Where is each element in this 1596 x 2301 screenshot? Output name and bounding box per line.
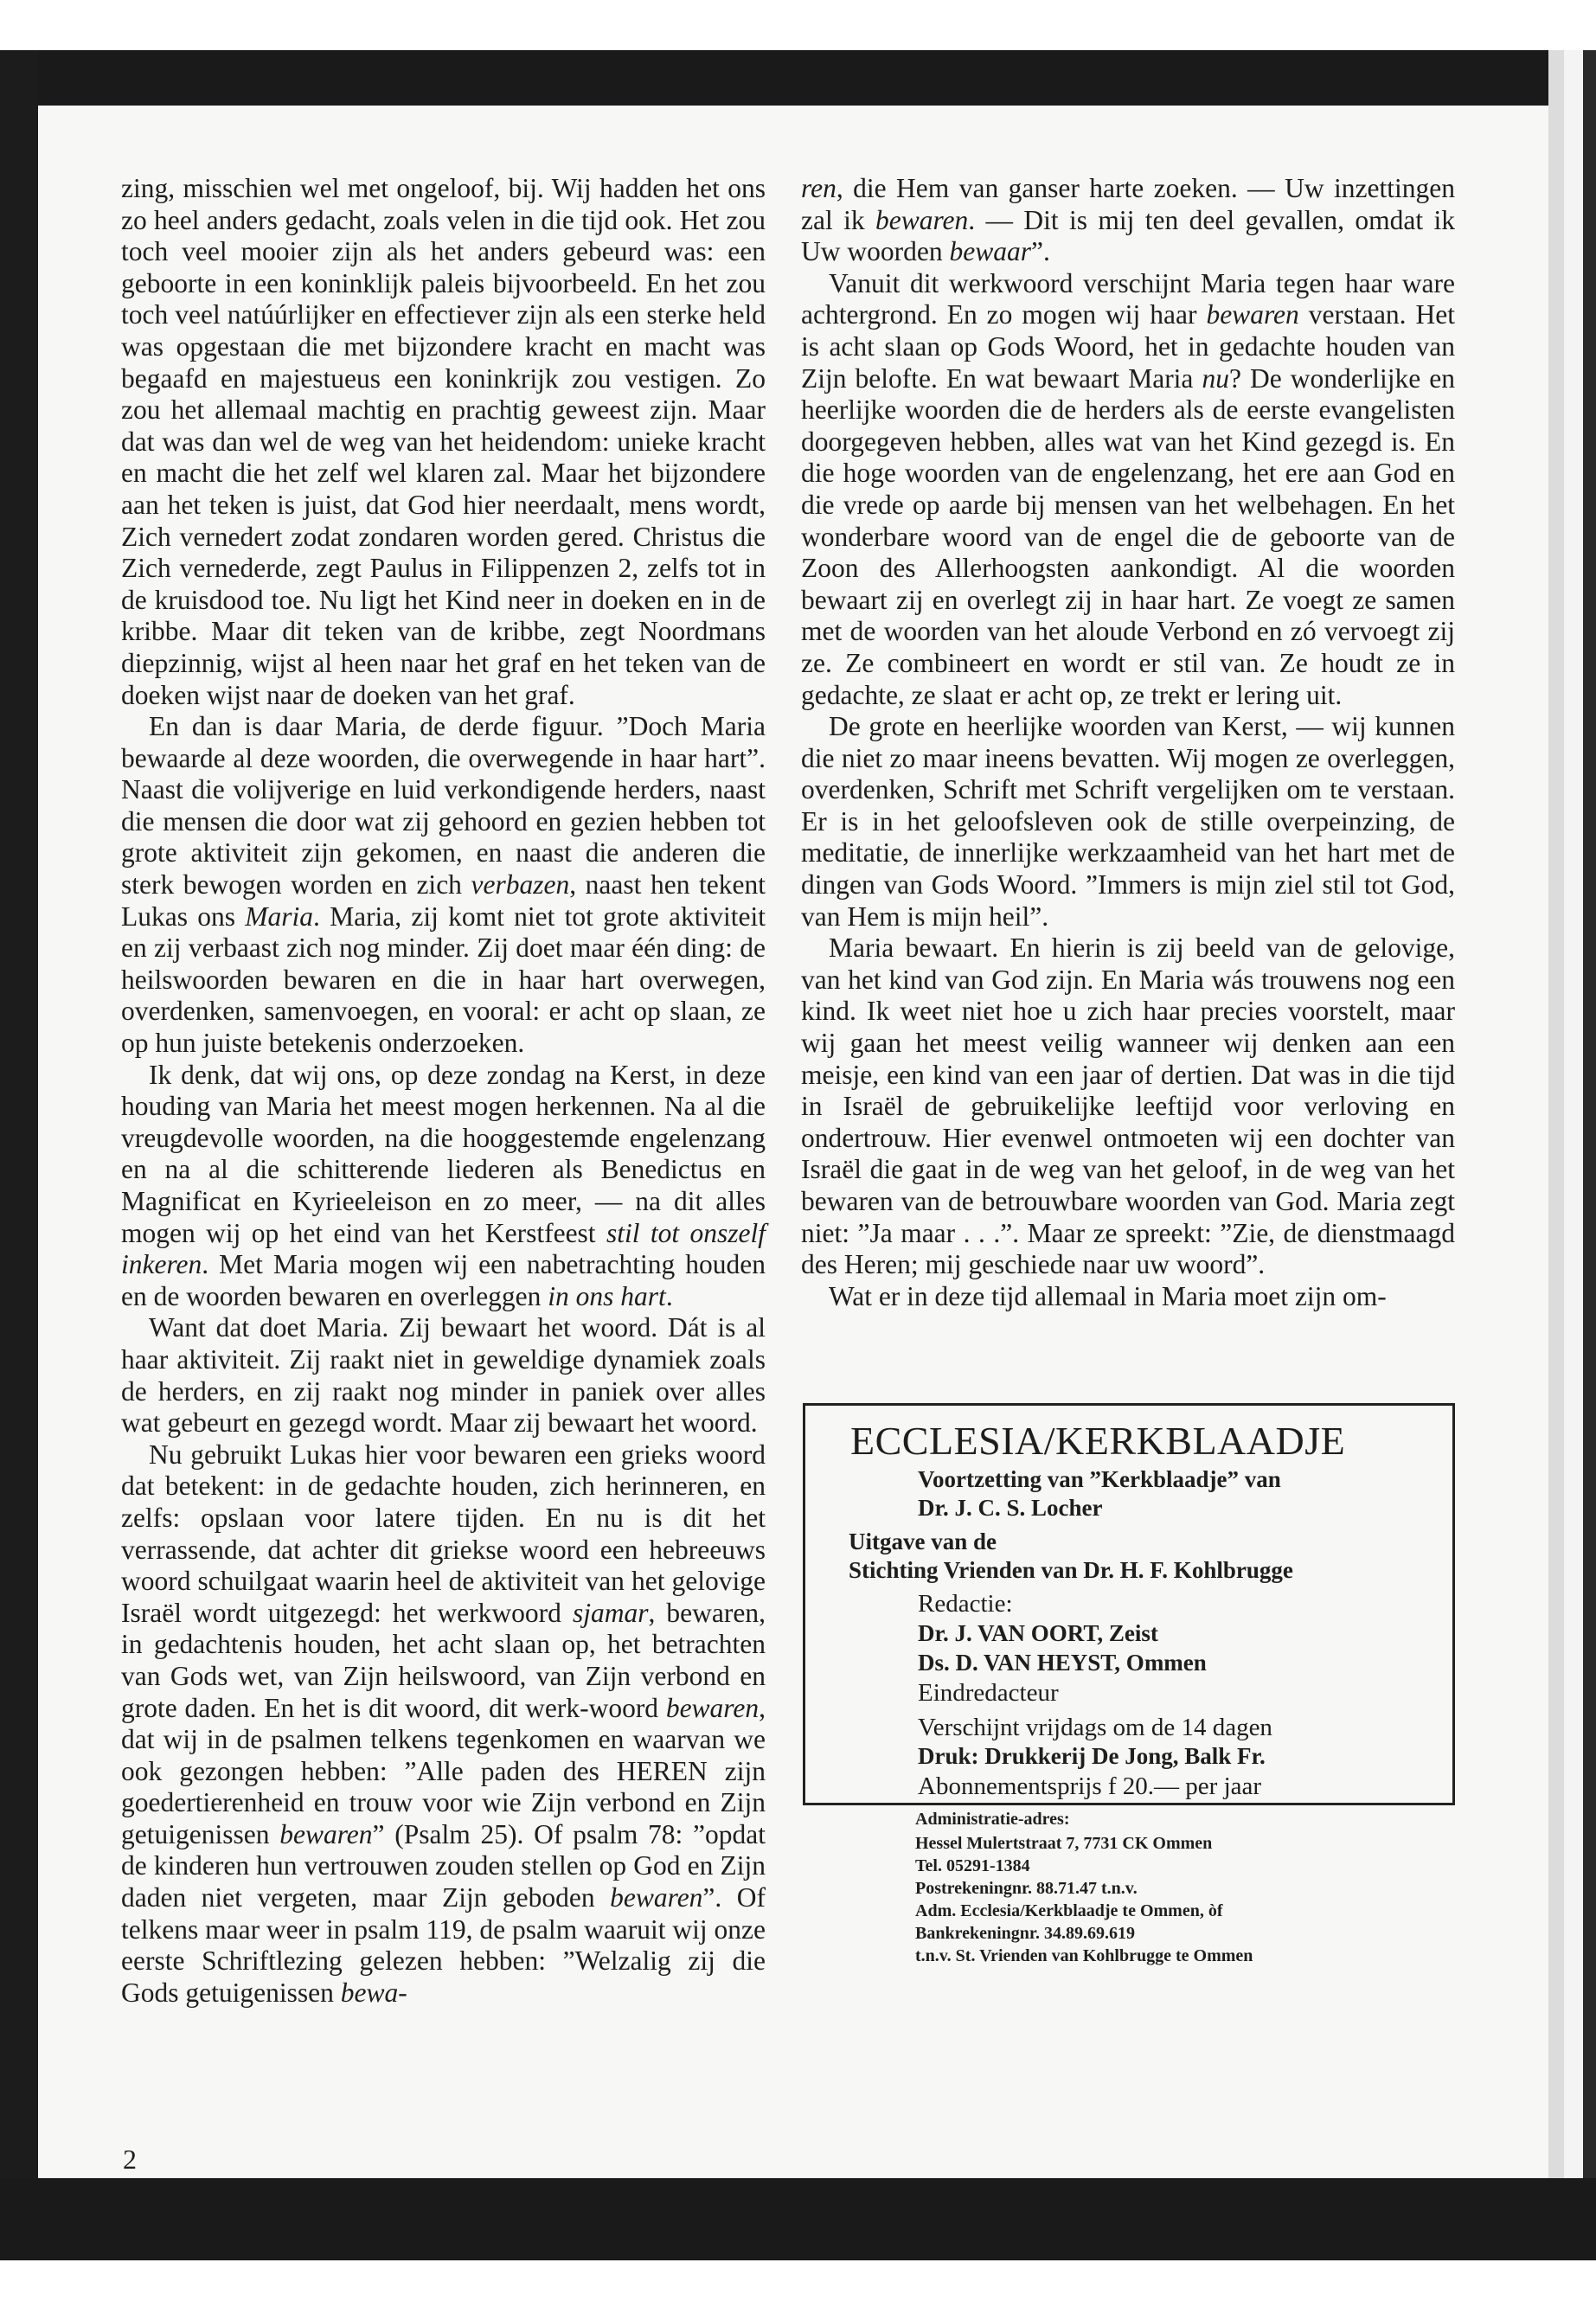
paragraph: Ik denk, dat wij ons, op deze zondag na Kerst, in deze houding van Maria het meest mogen herkennen. Na al die vreugdevolle woorden, na die hooggestemde engelenzang en na al die schitterende liederen als Benedictus en Magnificat en Kyrieeleison en zo meer, — na dit alles mogen wij op het eind van het Kerstfeest stil tot onszelf inkeren. Met Maria mogen wij een nabetrachting houden en de woorden bewaren en overleggen in ons hart. (121, 1059, 766, 1311)
paragraph: Want dat doet Maria. Zij bewaart het woord. Dát is al haar aktiviteit. Zij raakt niet in geweldige dynamiek zoals de herders, en zij raakt nog minder in paniek over alles wat gebeurt en gezegd wordt. Maar zij bewaart het woord. (121, 1312, 766, 1439)
admin-account-name: Adm. Ecclesia/Kerkblaadje te Ommen, òf (915, 1901, 1223, 1920)
scan-border-bottom (0, 2178, 1596, 2260)
continuation-author: Dr. J. C. S. Locher (918, 1495, 1103, 1521)
paragraph: Vanuit dit werkwoord verschijnt Maria tegen haar ware achtergrond. En zo mogen wij haar bewaren verstaan. Het is acht slaan op Gods Woord, het in gedachte houden van Zijn belofte. En wat bewaart Maria nu? De wonderlijke en heerlijke woorden die de herders als de eerste evangelisten doorgegeven hebben, alles wat van het Kind gezegd is. En die hoge woorden van de engelenzang, het ere aan God en die vrede op aarde bij mensen van het welbehagen. En het wonderbare woord van de engel die de geboorte van de Zoon des Allerhoogsten aankondigt. Al die woorden bewaart zij en overlegt zij in haar hart. Ze voegt ze samen met de woorden van het aloude Verbond en zó vervoegt zij ze. Ze combineert en wordt er stil van. Ze houdt ze in gedachte, ze slaat er acht op, ze trekt er lering uit. (801, 267, 1455, 710)
left-column (121, 173, 766, 2009)
colophon-box (803, 1403, 1455, 1805)
publication-frequency: Verschijnt vrijdags om de 14 dagen (918, 1714, 1272, 1741)
page-number: 2 (123, 2144, 137, 2175)
admin-heading: Administratie-adres: (915, 1810, 1070, 1829)
paragraph: ren, die Hem van ganser harte zoeken. — Uw inzettingen zal ik bewaren. — Dit is mij ten deel gevallen, omdat ik Uw woorden bewaar”. (801, 173, 1456, 267)
editor-2: Ds. D. VAN HEYST, Ommen (918, 1650, 1207, 1676)
publisher-name: Stichting Vrienden van Dr. H. F. Kohlbrugge (849, 1557, 1293, 1583)
printer-line: Druk: Drukkerij De Jong, Balk Fr. (918, 1743, 1266, 1769)
admin-bank-holder: t.n.v. St. Vrienden van Kohlbrugge te Ommen (915, 1946, 1253, 1965)
paragraph: Wat er in deze tijd allemaal in Maria moet zijn om- (829, 1280, 1387, 1311)
admin-address: Hessel Mulertstraat 7, 7731 CK Ommen (915, 1834, 1213, 1853)
admin-giro: Postrekeningnr. 88.71.47 t.n.v. (915, 1879, 1138, 1898)
scan-border-right (1548, 50, 1596, 2260)
publisher-label: Uitgave van de (849, 1529, 997, 1554)
subscription-price: Abonnementsprijs f 20.— per jaar (918, 1772, 1262, 1800)
masthead-title: ECCLESIA/KERKBLAADJE (850, 1419, 1346, 1463)
scan-border-left (0, 50, 38, 2260)
editor-1: Dr. J. VAN OORT, Zeist (918, 1620, 1158, 1646)
paragraph: zing, misschien wel met ongeloof, bij. Wij hadden het ons zo heel anders gedacht, zoals velen in die tijd ook. Het zou toch veel mooier zijn als het anders gebeurd was: een geboorte in een koninklijk paleis bijvoorbeeld. En het zou toch veel natúúrlijker en effectiever zijn als een sterke held was opgestaan die met bijzondere kracht en macht was begaafd en majestueus een koninkrijk zou vestigen. Zo zou het allemaal machtig en prachtig geweest zijn. Maar dat was dan wel de weg van het heidendom: unieke kracht en macht die het zelf wel klaren zal. Maar het bijzondere aan het teken is juist, dat God hier neerdaalt, mens wordt, Zich vernedert zodat zondaren worden gered. Christus die Zich vernederde, zegt Paulus in Filippenzen 2, zelfs tot in de kruisdood toe. Nu ligt het Kind neer in doeken en in de kribbe. Maar dit teken van de kribbe, zegt Noordmans diepzinnig, wijst al heen naar het graf en het teken van de doeken wijst naar de doeken van het graf. (121, 173, 766, 710)
admin-phone: Tel. 05291-1384 (915, 1856, 1030, 1875)
admin-bank: Bankrekeningnr. 34.89.69.619 (915, 1924, 1135, 1943)
right-column (801, 173, 1455, 1312)
scan-margin-bottom (0, 2260, 1596, 2301)
paragraph: Nu gebruikt Lukas hier voor bewaren een grieks woord dat betekent: in de gedachte houden, zich herinneren, en zelfs: opslaan voor latere tijden. En nu is dit het verrassende, dat achter dit griekse woord een hebreeuws woord schuilgaat waarin heel de aktiviteit van het gelovige Israël wordt uitgezegd: het werkwoord sjamar, bewaren, in gedachtenis houden, het acht slaan op, het betrachten van Gods wet, van Zijn heilswoord, van Zijn verbond en grote daden. En het is dit woord, dit werk-woord bewaren, dat wij in de psalmen telkens tegenkomen en waarvan we ook gezongen hebben: ”Alle paden des HEREN zijn goedertierenheid en trouw voor wie Zijn verbond en Zijn getuigenissen bewaren” (Psalm 25). Of psalm 78: ”opdat de kinderen hun vertrouwen zouden stellen op God en Zijn daden niet vergeten, maar Zijn geboden bewaren”. Of telkens maar weer in psalm 119, de psalm waaruit wij onze eerste Schriftlezing gelezen hebben: ”Welzalig zij die Gods getuigenissen bewa- (121, 1439, 766, 2008)
continuation-line: Voortzetting van ”Kerkblaadje” van (918, 1466, 1281, 1492)
editorial-label: Redactie: (918, 1590, 1013, 1618)
paragraph: Maria bewaart. En hierin is zij beeld van de gelovige, van het kind van God zijn. En Maria wás trouwens nog een kind. Ik weet niet hoe u zich haar precies voorstelt, maar wij gaan het meest veilig wanneer wij denken aan een meisje, een kind van een jaar of dertien. Dat was in die tijd in Israël de gebruikelijke leeftijd voor verloving en ondertrouw. Hier evenwel ontmoeten wij een dochter van Israël die gaat in de weg van het geloof, in de weg van het bewaren van de betrouwbare woorden van God. Maria zegt niet: ”Ja maar . . .”. Maar ze spreekt: ”Zie, de dienstmaagd des Heren; mij geschiede naar uw woord”. (801, 933, 1455, 1280)
paragraph: En dan is daar Maria, de derde figuur. ”Doch Maria bewaarde al deze woorden, die overwegende in haar hart”. Naast die volijverige en luid verkondigende herders, naast die mensen die door wat zij gehoord en gezien hebben tot grote aktiviteit zijn gekomen, en naast die anderen die sterk bewogen worden en zich verbazen, naast hen tekent Lukas ons Maria. Maria, zij komt niet tot grote aktiviteit en zij verbaast zich nog minder. Zij doet maar één ding: de heilswoorden bewaren en die in haar hart overwegen, overdenken, samenvoegen, en vooral: er acht op slaan, ze op hun juiste betekenis onderzoeken. (121, 711, 766, 1059)
scan-border-top (0, 0, 1596, 106)
editor-2-role: Eindredacteur (918, 1679, 1059, 1707)
paragraph: De grote en heerlijke woorden van Kerst, — wij kunnen die niet zo maar ineens bevatten. Wij mogen ze overleggen, overdenken, Schrift met Schrift vergelijken om te verstaan. Er is in het geloofsleven ook de stille overpeinzing, de meditatie, de innerlijke werkzaamheid van het hart met de dingen van Gods Woord. ”Immers is mijn ziel stil tot God, van Hem is mijn heil”. (801, 711, 1455, 932)
